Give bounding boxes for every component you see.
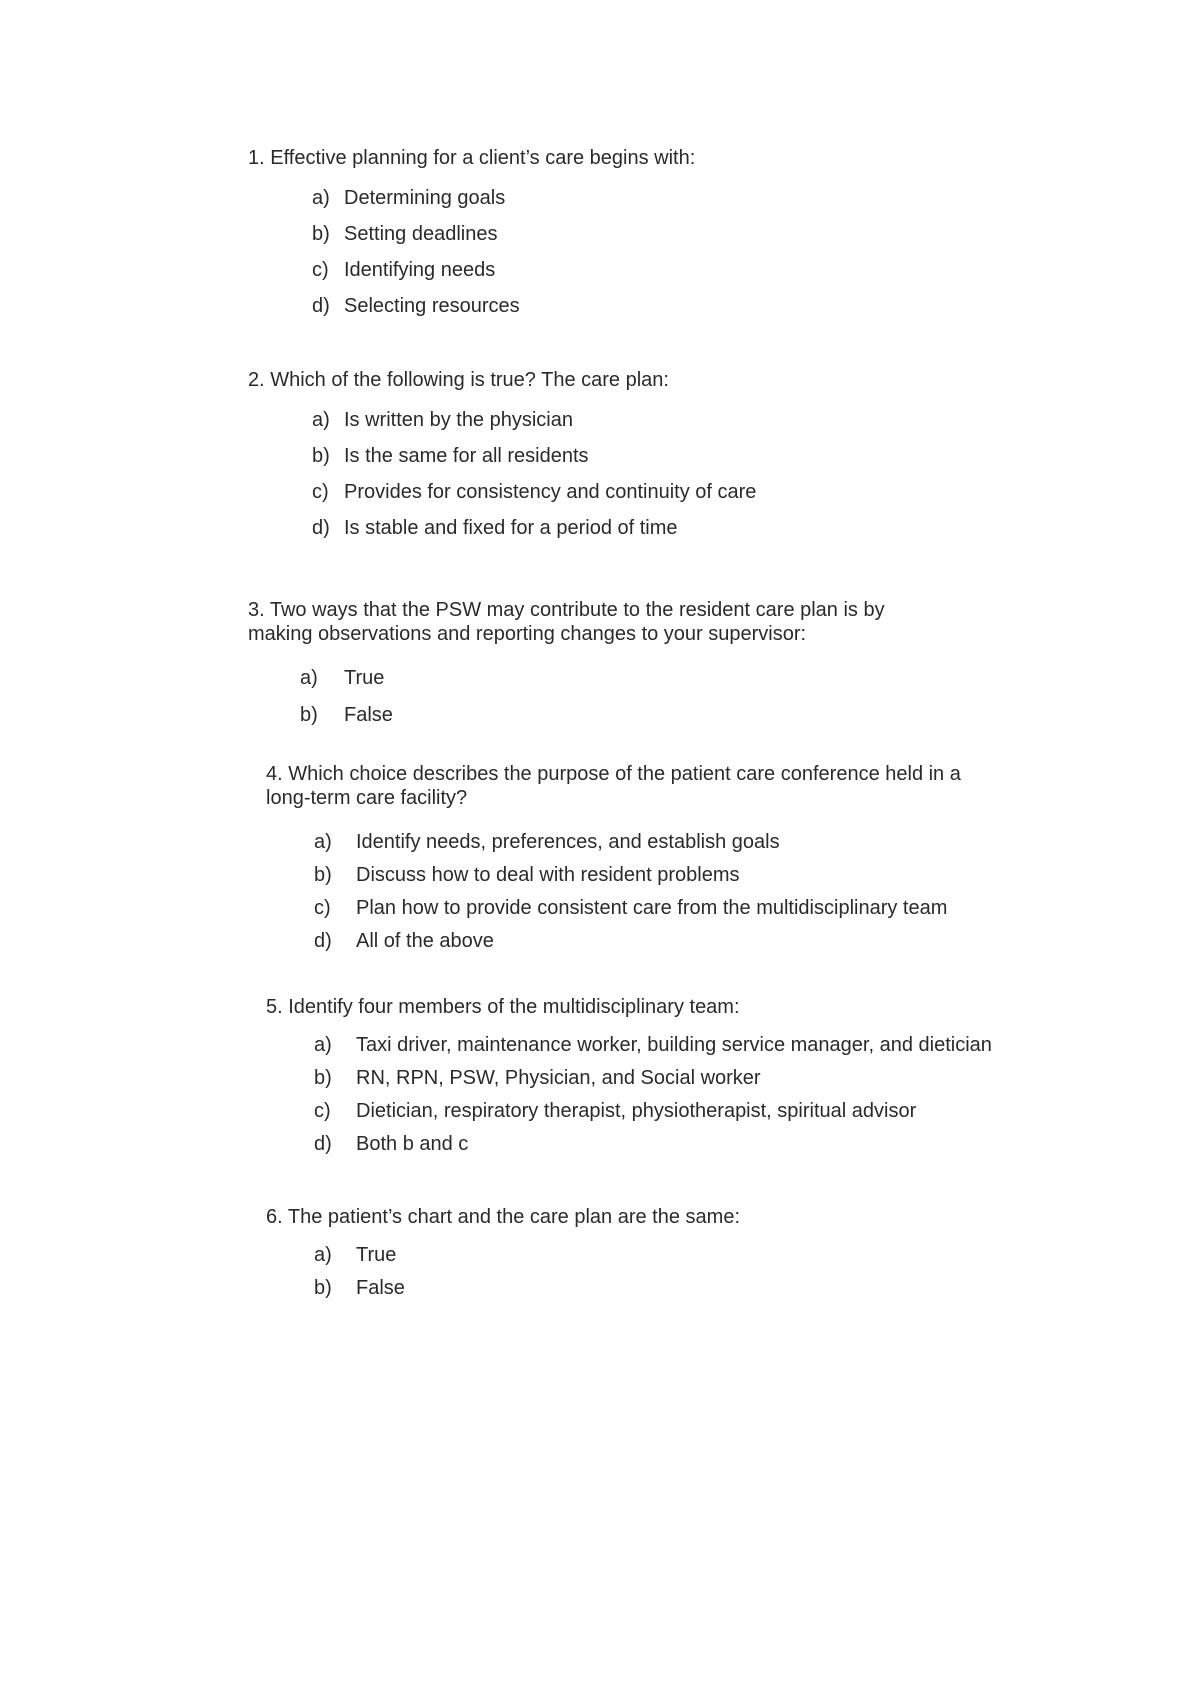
option-text: Is written by the physician <box>344 408 573 431</box>
question-text: 6. The patient’s chart and the care plan are the same: <box>266 1206 741 1228</box>
option-text: False <box>356 1277 405 1299</box>
option-letter: b) <box>300 704 318 726</box>
option-text: False <box>344 704 393 726</box>
option-text: Dietician, respiratory therapist, physiotherapist, spiritual advisor <box>356 1100 917 1122</box>
option-list <box>312 180 695 324</box>
option-letter: b) <box>314 864 332 886</box>
option-letter: b) <box>314 1277 332 1299</box>
option-b[interactable] <box>314 1272 1006 1305</box>
option-a[interactable] <box>300 660 988 697</box>
question-6 <box>266 1205 1006 1305</box>
option-list <box>312 402 756 546</box>
option-letter: c) <box>314 1100 331 1122</box>
option-text: True <box>356 1244 397 1266</box>
option-letter: b) <box>312 222 330 245</box>
question-5 <box>266 995 1046 1161</box>
option-text: Determining goals <box>344 186 506 209</box>
option-c[interactable] <box>314 892 1006 925</box>
option-list <box>314 826 1006 958</box>
question-2 <box>248 368 756 546</box>
option-d[interactable] <box>312 288 695 324</box>
option-text: Taxi driver, maintenance worker, building service manager, and dietician <box>356 1034 992 1056</box>
option-d[interactable] <box>314 1128 1046 1161</box>
option-a[interactable] <box>314 826 1006 859</box>
question-text: 5. Identify four members of the multidisciplinary team: <box>266 996 740 1018</box>
option-text: RN, RPN, PSW, Physician, and Social worker <box>356 1067 761 1089</box>
option-b[interactable] <box>300 697 988 734</box>
option-letter: a) <box>314 1244 332 1266</box>
option-letter: c) <box>312 480 329 503</box>
option-text: True <box>344 667 385 689</box>
question-text: 4. Which choice describes the purpose of the patient care conference held in a long-term care facility? <box>266 763 961 809</box>
question-3 <box>248 598 988 734</box>
option-letter: d) <box>314 930 332 952</box>
option-d[interactable] <box>314 925 1006 958</box>
question-text: 1. Effective planning for a client’s care begins with: <box>248 147 696 169</box>
option-letter: a) <box>300 667 318 689</box>
option-text: Is stable and fixed for a period of time <box>344 516 678 539</box>
option-text: Setting deadlines <box>344 222 498 245</box>
option-letter: a) <box>314 1034 332 1056</box>
option-b[interactable] <box>312 438 756 474</box>
option-letter: d) <box>312 516 330 539</box>
option-a[interactable] <box>312 402 756 438</box>
option-letter: b) <box>314 1067 332 1089</box>
option-a[interactable] <box>314 1239 1006 1272</box>
option-letter: a) <box>312 186 330 209</box>
option-a[interactable] <box>312 180 695 216</box>
option-b[interactable] <box>312 216 695 252</box>
option-text: Identifying needs <box>344 258 496 281</box>
option-letter: a) <box>314 831 332 853</box>
option-list <box>314 1239 1006 1305</box>
option-letter: d) <box>314 1133 332 1155</box>
option-text: Is the same for all residents <box>344 444 589 467</box>
question-1 <box>248 146 695 324</box>
option-text: Identify needs, preferences, and establish goals <box>356 831 780 853</box>
option-b[interactable] <box>314 859 1006 892</box>
option-list <box>300 660 988 734</box>
option-text: Discuss how to deal with resident problems <box>356 864 740 886</box>
question-text: 3. Two ways that the PSW may contribute to the resident care plan is by making observations and reporting changes to your supervisor: <box>248 599 885 645</box>
option-list <box>314 1029 1046 1161</box>
option-letter: b) <box>312 444 330 467</box>
option-d[interactable] <box>312 510 756 546</box>
question-text: 2. Which of the following is true? The care plan: <box>248 369 669 391</box>
option-text: Selecting resources <box>344 294 520 317</box>
option-a[interactable] <box>314 1029 1046 1062</box>
option-c[interactable] <box>312 252 695 288</box>
option-text: Both b and c <box>356 1133 469 1155</box>
option-text: Plan how to provide consistent care from the multidisciplinary team <box>356 897 948 919</box>
option-letter: c) <box>314 897 331 919</box>
option-c[interactable] <box>314 1095 1046 1128</box>
option-c[interactable] <box>312 474 756 510</box>
option-text: Provides for consistency and continuity of care <box>344 480 757 503</box>
question-4 <box>266 762 1006 958</box>
option-letter: c) <box>312 258 329 281</box>
option-text: All of the above <box>356 930 494 952</box>
option-b[interactable] <box>314 1062 1046 1095</box>
option-letter: d) <box>312 294 330 317</box>
option-letter: a) <box>312 408 330 431</box>
